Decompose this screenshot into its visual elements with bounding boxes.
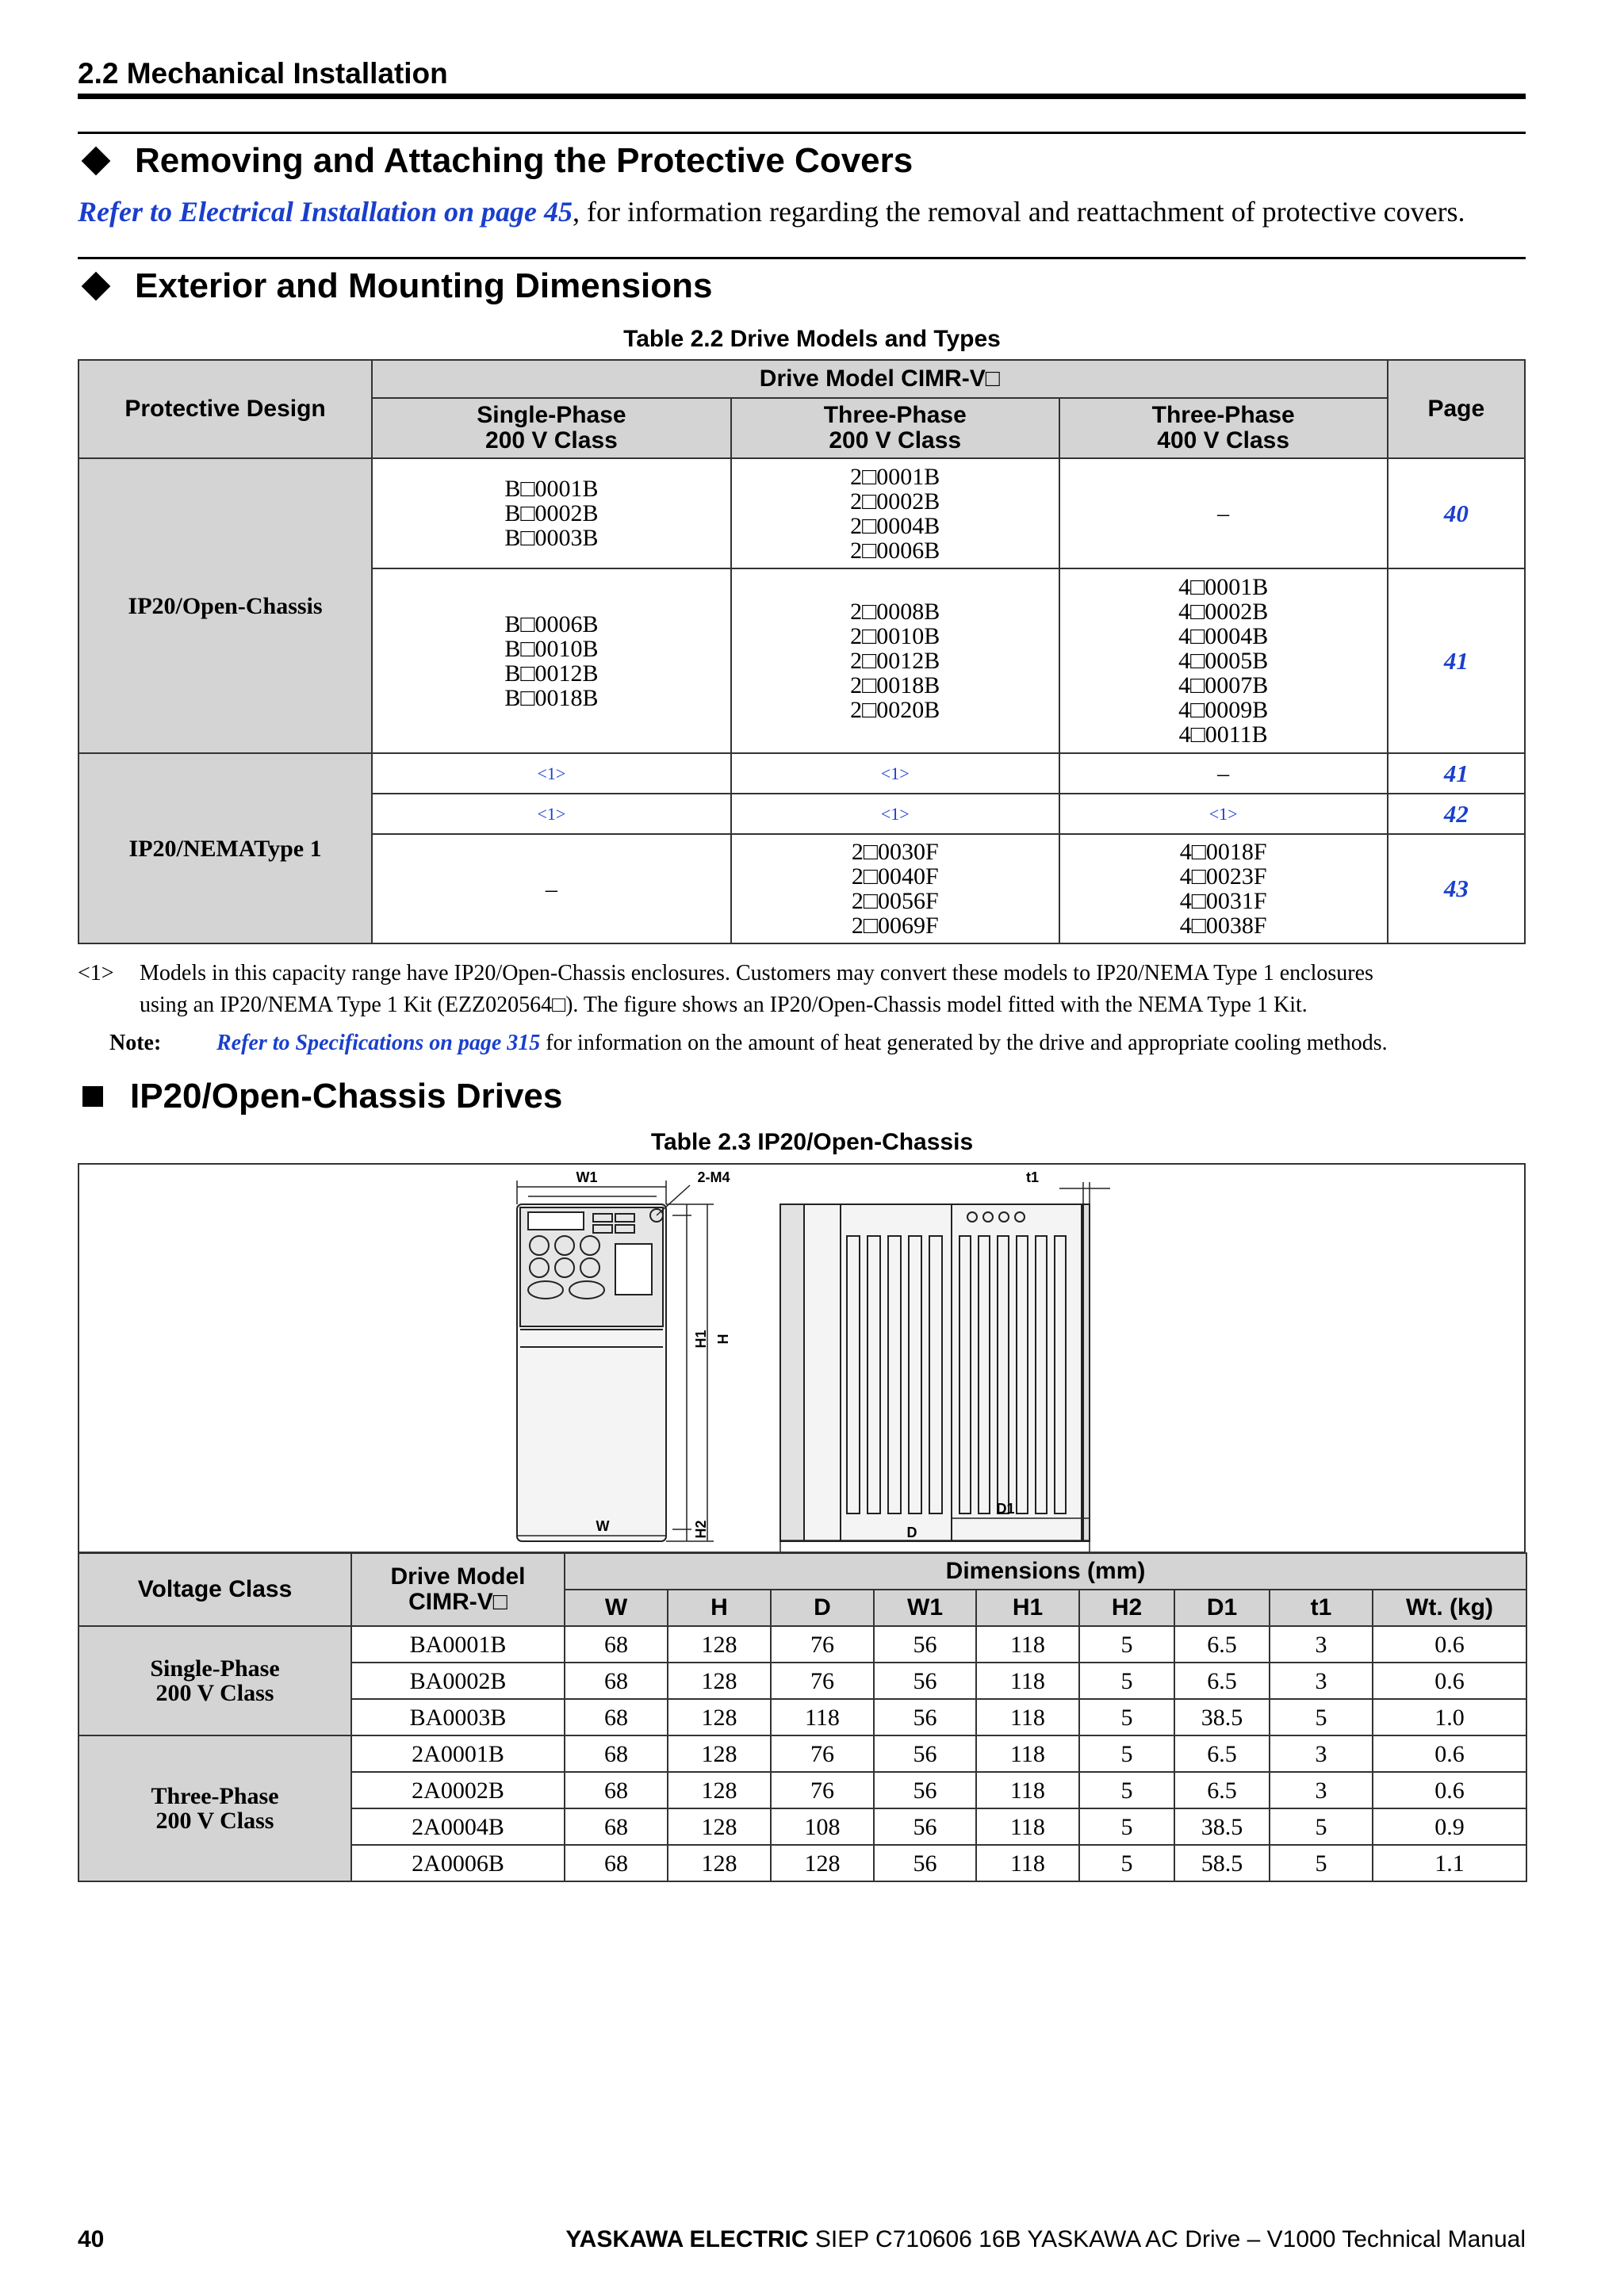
model-cell: BA0003B — [351, 1699, 565, 1735]
footnote-ref[interactable]: <1> — [1059, 794, 1388, 834]
table23-caption: Table 2.3 IP20/Open-Chassis — [650, 1129, 974, 1155]
value-cell: 5 — [1079, 1663, 1174, 1699]
value-cell: 118 — [976, 1699, 1079, 1735]
value-cell: 6.5 — [1174, 1663, 1270, 1699]
label-d1: D1 — [996, 1501, 1015, 1517]
diamond-bullet-icon — [82, 147, 111, 176]
value-cell: 128 — [771, 1845, 874, 1881]
header-single-phase-200: Single-Phase 200 V Class — [372, 398, 731, 458]
value-cell: 56 — [874, 1735, 976, 1772]
header-rule — [78, 94, 1526, 99]
column-header: W — [565, 1590, 668, 1626]
note: Note: Refer to Specifications on page 315 for information on the amount of heat generated by the drive and appropriate cooling methods. — [109, 1031, 1388, 1055]
page-link[interactable]: 43 — [1388, 834, 1525, 943]
cell-none: – — [372, 834, 731, 943]
heading-exterior: Exterior and Mounting Dimensions — [78, 266, 713, 306]
page-link[interactable]: 40 — [1388, 458, 1525, 568]
value-cell: 76 — [771, 1735, 874, 1772]
value-cell: 38.5 — [1174, 1699, 1270, 1735]
cell-models: 4□0001B 4□0002B 4□0004B 4□0005B 4□0007B 4□0009B 4□0011B — [1059, 568, 1388, 753]
value-cell: 56 — [874, 1626, 976, 1663]
cell-models: B□0001B B□0002B B□0003B — [372, 458, 731, 568]
model-cell: BA0001B — [351, 1626, 565, 1663]
value-cell: 128 — [668, 1626, 771, 1663]
side-view — [780, 1204, 1090, 1541]
value-cell: 118 — [976, 1772, 1079, 1808]
page-link[interactable]: 42 — [1388, 794, 1525, 834]
table22-footnote: <1> Models in this capacity range have IP20/Open-Chassis enclosures. Customers may convert these models to IP20/NEMA Type 1 enclosures using an IP20/NEMA Type 1 Kit (EZZ020564□). The figure shows an IP20/Open-Chassis model fitted with the NEMA Type 1 Kit. — [78, 961, 1373, 1017]
label-w: W — [596, 1518, 610, 1534]
cell-models: 2□0001B 2□0002B 2□0004B 2□0006B — [731, 458, 1059, 568]
value-cell: 5 — [1079, 1626, 1174, 1663]
column-header: H1 — [976, 1590, 1079, 1626]
model-cell: 2A0006B — [351, 1845, 565, 1881]
label-h2: H2 — [693, 1520, 709, 1539]
cell-models: B□0006B B□0010B B□0012B B□0018B — [372, 568, 731, 753]
value-cell: 128 — [668, 1663, 771, 1699]
column-header: D1 — [1174, 1590, 1270, 1626]
header-three-phase-400: Three-Phase 400 V Class — [1059, 398, 1388, 458]
value-cell: 68 — [565, 1772, 668, 1808]
value-cell: 118 — [976, 1808, 1079, 1845]
voltage-group-label: Single-Phase 200 V Class — [79, 1626, 351, 1735]
value-cell: 118 — [771, 1699, 874, 1735]
section-title: 2.2 Mechanical Installation — [78, 57, 448, 90]
value-cell: 128 — [668, 1735, 771, 1772]
footnote-ref[interactable]: <1> — [372, 753, 731, 794]
page-link[interactable]: 41 — [1388, 568, 1525, 753]
value-cell: 6.5 — [1174, 1626, 1270, 1663]
value-cell: 76 — [771, 1626, 874, 1663]
value-cell: 128 — [668, 1699, 771, 1735]
value-cell: 76 — [771, 1772, 874, 1808]
value-cell: 128 — [668, 1772, 771, 1808]
cell-models: 4□0018F 4□0023F 4□0031F 4□0038F — [1059, 834, 1388, 943]
value-cell: 68 — [565, 1699, 668, 1735]
label-w1: W1 — [576, 1169, 598, 1185]
table-row — [79, 1735, 1526, 1772]
footnote-ref[interactable]: <1> — [372, 794, 731, 834]
column-header: W1 — [874, 1590, 976, 1626]
square-bullet-icon — [82, 1086, 103, 1107]
value-cell: 5 — [1270, 1845, 1373, 1881]
group-ip20-nema: IP20/NEMAType 1 — [79, 753, 372, 943]
column-header: Wt. (kg) — [1373, 1590, 1526, 1626]
table-row — [79, 1626, 1526, 1663]
value-cell: 68 — [565, 1808, 668, 1845]
value-cell: 1.1 — [1373, 1845, 1526, 1881]
value-cell: 68 — [565, 1735, 668, 1772]
value-cell: 128 — [668, 1808, 771, 1845]
cell-models: 2□0030F 2□0040F 2□0056F 2□0069F — [731, 834, 1059, 943]
link-specifications[interactable]: Refer to Specifications on page 315 — [216, 1031, 541, 1055]
value-cell: 6.5 — [1174, 1735, 1270, 1772]
drive-dimension-drawing — [79, 1165, 1524, 1552]
value-cell: 108 — [771, 1808, 874, 1845]
value-cell: 56 — [874, 1845, 976, 1881]
label-d: D — [906, 1525, 917, 1540]
column-header: D — [771, 1590, 874, 1626]
label-h1: H1 — [693, 1330, 709, 1349]
value-cell: 118 — [976, 1735, 1079, 1772]
header-dimensions: Dimensions (mm) — [565, 1553, 1526, 1590]
model-cell: 2A0002B — [351, 1772, 565, 1808]
value-cell: 68 — [565, 1845, 668, 1881]
voltage-group-label: Three-Phase 200 V Class — [79, 1735, 351, 1881]
column-header: H — [668, 1590, 771, 1626]
divider — [78, 132, 1526, 134]
page-link[interactable]: 41 — [1388, 753, 1525, 794]
link-electrical-installation[interactable]: Refer to Electrical Installation on page 45 — [78, 196, 573, 228]
header-drive-model: Drive Model CIMR-V□ — [372, 360, 1388, 398]
diamond-bullet-icon — [82, 272, 111, 301]
column-header: H2 — [1079, 1590, 1174, 1626]
intro-paragraph: Refer to Electrical Installation on page 45, for information regarding the removal and reattachment of protective covers. — [78, 196, 1465, 228]
value-cell: 3 — [1270, 1772, 1373, 1808]
cell-models: 2□0008B 2□0010B 2□0012B 2□0018B 2□0020B — [731, 568, 1059, 753]
value-cell: 56 — [874, 1663, 976, 1699]
footnote-ref[interactable]: <1> — [731, 753, 1059, 794]
value-cell: 5 — [1079, 1772, 1174, 1808]
value-cell: 0.6 — [1373, 1663, 1526, 1699]
value-cell: 3 — [1270, 1626, 1373, 1663]
front-view — [517, 1204, 666, 1541]
value-cell: 0.6 — [1373, 1772, 1526, 1808]
value-cell: 5 — [1079, 1808, 1174, 1845]
header-drive-model: Drive Model CIMR-V□ — [351, 1553, 565, 1626]
value-cell: 5 — [1270, 1808, 1373, 1845]
value-cell: 118 — [976, 1845, 1079, 1881]
value-cell: 38.5 — [1174, 1808, 1270, 1845]
value-cell: 118 — [976, 1626, 1079, 1663]
value-cell: 58.5 — [1174, 1845, 1270, 1881]
value-cell: 5 — [1079, 1845, 1174, 1881]
value-cell: 76 — [771, 1663, 874, 1699]
header-three-phase-200: Three-Phase 200 V Class — [731, 398, 1059, 458]
value-cell: 3 — [1270, 1735, 1373, 1772]
label-t1: t1 — [1025, 1169, 1040, 1185]
value-cell: 5 — [1079, 1699, 1174, 1735]
table22-caption: Table 2.2 Drive Models and Types — [623, 326, 1001, 352]
heading-ip20-open-chassis: IP20/Open-Chassis Drives — [78, 1077, 562, 1116]
divider — [78, 257, 1526, 259]
model-cell: 2A0001B — [351, 1735, 565, 1772]
value-cell: 3 — [1270, 1663, 1373, 1699]
footnote-ref[interactable]: <1> — [731, 794, 1059, 834]
cell-none: – — [1059, 753, 1388, 794]
value-cell: 56 — [874, 1772, 976, 1808]
value-cell: 56 — [874, 1808, 976, 1845]
label-2-m4: 2-M4 — [697, 1169, 730, 1185]
footer-doc-info: YASKAWA ELECTRIC SIEP C710606 16B YASKAWA AC Drive – V1000 Technical Manual — [565, 2226, 1526, 2252]
page-number: 40 — [78, 2226, 105, 2252]
column-header: t1 — [1270, 1590, 1373, 1626]
value-cell: 0.6 — [1373, 1735, 1526, 1772]
value-cell: 6.5 — [1174, 1772, 1270, 1808]
value-cell: 56 — [874, 1699, 976, 1735]
model-cell: 2A0004B — [351, 1808, 565, 1845]
group-ip20-open: IP20/Open-Chassis — [79, 458, 372, 753]
dimensions-table — [78, 1552, 1527, 1882]
value-cell: 5 — [1079, 1735, 1174, 1772]
dimension-figure — [78, 1163, 1526, 1553]
cell-none: – — [1059, 458, 1388, 568]
model-cell: BA0002B — [351, 1663, 565, 1699]
value-cell: 128 — [668, 1845, 771, 1881]
header-voltage-class: Voltage Class — [79, 1553, 351, 1626]
header-protective-design: Protective Design — [79, 360, 372, 458]
header-page: Page — [1388, 360, 1525, 458]
value-cell: 0.9 — [1373, 1808, 1526, 1845]
label-h: H — [715, 1334, 731, 1345]
value-cell: 68 — [565, 1626, 668, 1663]
value-cell: 0.6 — [1373, 1626, 1526, 1663]
value-cell: 68 — [565, 1663, 668, 1699]
heading-removing: Removing and Attaching the Protective Covers — [78, 141, 913, 181]
value-cell: 1.0 — [1373, 1699, 1526, 1735]
drive-models-table — [78, 359, 1526, 944]
value-cell: 118 — [976, 1663, 1079, 1699]
value-cell: 5 — [1270, 1699, 1373, 1735]
